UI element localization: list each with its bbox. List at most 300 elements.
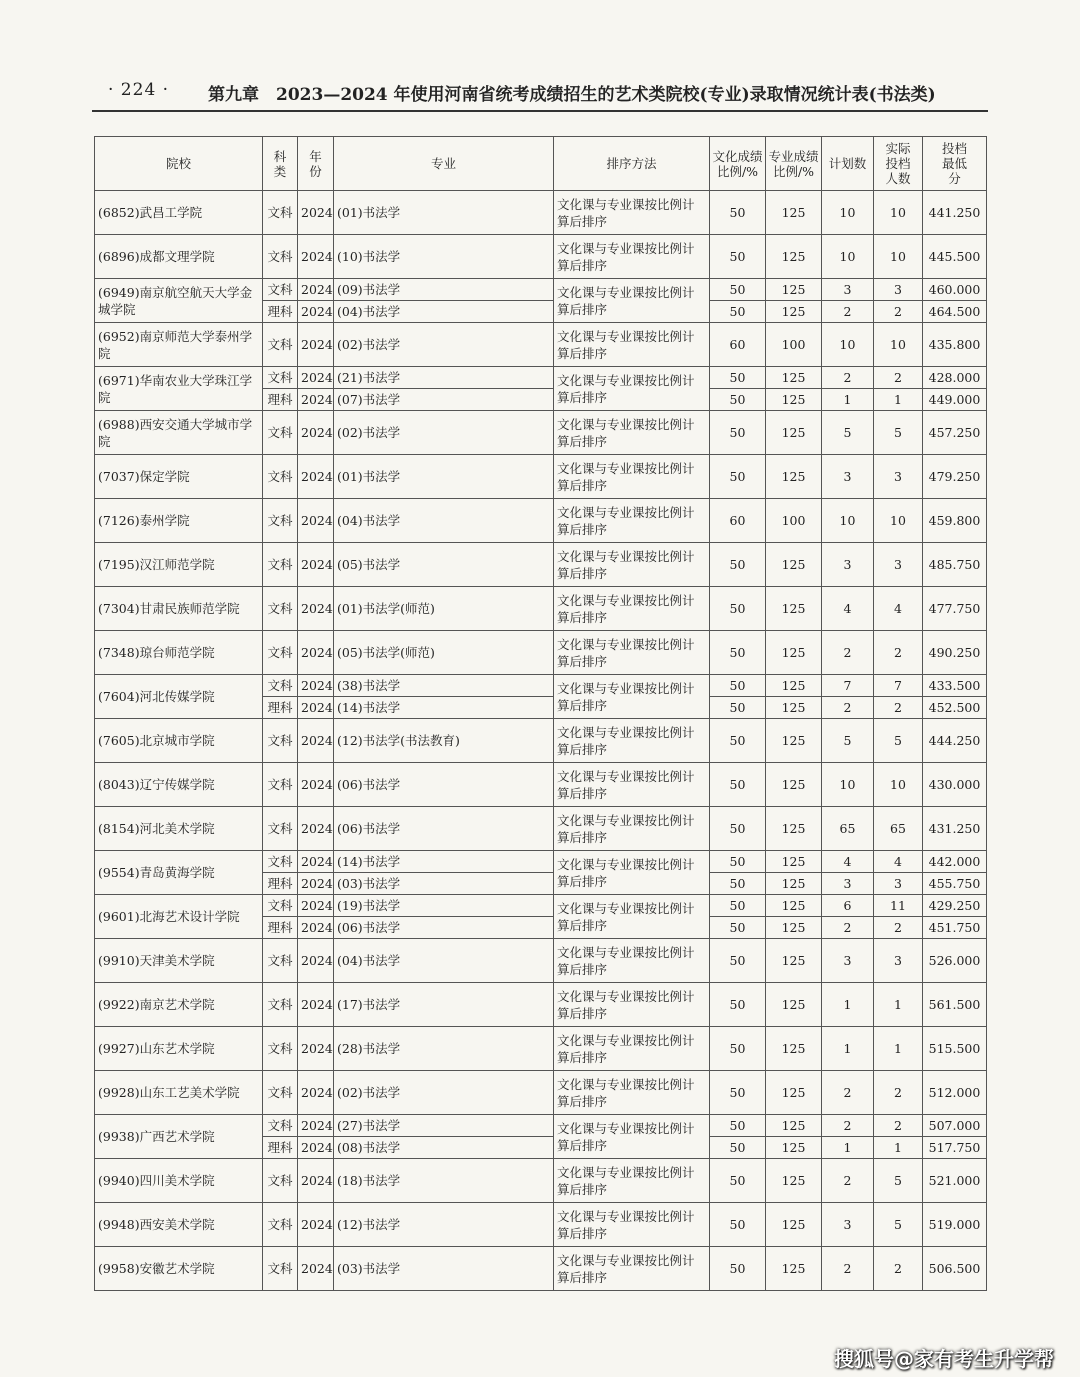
- year-cell: 2024: [298, 301, 334, 323]
- major-cell: (17)书法学: [334, 983, 554, 1027]
- actual-cell: 2: [874, 367, 923, 389]
- school-cell: (7304)甘肃民族师范学院: [95, 587, 263, 631]
- min-score-cell: 433.500: [923, 675, 987, 697]
- culture-ratio-cell: 50: [710, 543, 766, 587]
- method-cell: 文化课与专业课按比例计算后排序: [554, 675, 710, 719]
- table-row: [95, 1247, 987, 1291]
- actual-cell: 3: [874, 873, 923, 895]
- col-header-culture-ratio: 文化成绩比例/%: [710, 137, 766, 191]
- major-cell: (06)书法学: [334, 917, 554, 939]
- pro-ratio-cell: 125: [766, 191, 822, 235]
- plan-cell: 3: [822, 939, 874, 983]
- min-score-cell: 431.250: [923, 807, 987, 851]
- table-row: [95, 675, 987, 697]
- method-cell: 文化课与专业课按比例计算后排序: [554, 807, 710, 851]
- school-cell: (8154)河北美术学院: [95, 807, 263, 851]
- min-score-cell: 452.500: [923, 697, 987, 719]
- method-cell: 文化课与专业课按比例计算后排序: [554, 543, 710, 587]
- plan-cell: 5: [822, 411, 874, 455]
- school-cell: (7605)北京城市学院: [95, 719, 263, 763]
- actual-cell: 1: [874, 1137, 923, 1159]
- method-cell: 文化课与专业课按比例计算后排序: [554, 983, 710, 1027]
- plan-cell: 5: [822, 719, 874, 763]
- year-cell: 2024: [298, 917, 334, 939]
- min-score-cell: 460.000: [923, 279, 987, 301]
- method-cell: 文化课与专业课按比例计算后排序: [554, 1027, 710, 1071]
- actual-cell: 1: [874, 1027, 923, 1071]
- school-cell: (9948)西安美术学院: [95, 1203, 263, 1247]
- actual-cell: 10: [874, 235, 923, 279]
- culture-ratio-cell: 50: [710, 983, 766, 1027]
- year-cell: 2024: [298, 455, 334, 499]
- actual-cell: 2: [874, 917, 923, 939]
- col-header-year: 年份: [298, 137, 334, 191]
- col-header-pro-ratio: 专业成绩比例/%: [766, 137, 822, 191]
- plan-cell: 3: [822, 1203, 874, 1247]
- major-cell: (03)书法学: [334, 1247, 554, 1291]
- col-header-method: 排序方法: [554, 137, 710, 191]
- plan-cell: 3: [822, 279, 874, 301]
- page-header: [98, 80, 988, 106]
- type-cell: 文科: [263, 191, 298, 235]
- type-cell: 理科: [263, 389, 298, 411]
- table-row: [95, 191, 987, 235]
- year-cell: 2024: [298, 543, 334, 587]
- major-cell: (14)书法学: [334, 697, 554, 719]
- year-cell: 2024: [298, 719, 334, 763]
- type-cell: 理科: [263, 917, 298, 939]
- school-cell: (7348)琼台师范学院: [95, 631, 263, 675]
- method-cell: 文化课与专业课按比例计算后排序: [554, 191, 710, 235]
- major-cell: (05)书法学: [334, 543, 554, 587]
- type-cell: 文科: [263, 543, 298, 587]
- plan-cell: 2: [822, 917, 874, 939]
- actual-cell: 65: [874, 807, 923, 851]
- year-cell: 2024: [298, 367, 334, 389]
- table-row: [95, 367, 987, 389]
- school-cell: (9958)安徽艺术学院: [95, 1247, 263, 1291]
- plan-cell: 10: [822, 763, 874, 807]
- min-score-cell: 449.000: [923, 389, 987, 411]
- plan-cell: 2: [822, 631, 874, 675]
- actual-cell: 5: [874, 719, 923, 763]
- type-cell: 文科: [263, 1071, 298, 1115]
- type-cell: 文科: [263, 1115, 298, 1137]
- min-score-cell: 430.000: [923, 763, 987, 807]
- culture-ratio-cell: 50: [710, 1137, 766, 1159]
- major-cell: (01)书法学(师范): [334, 587, 554, 631]
- actual-cell: 2: [874, 1071, 923, 1115]
- plan-cell: 1: [822, 389, 874, 411]
- school-cell: (6971)华南农业大学珠江学院: [95, 367, 263, 411]
- actual-cell: 2: [874, 697, 923, 719]
- table-row: [95, 807, 987, 851]
- culture-ratio-cell: 50: [710, 235, 766, 279]
- table-row: [95, 851, 987, 873]
- plan-cell: 3: [822, 543, 874, 587]
- plan-cell: 2: [822, 1071, 874, 1115]
- min-score-cell: 490.250: [923, 631, 987, 675]
- method-cell: 文化课与专业课按比例计算后排序: [554, 323, 710, 367]
- actual-cell: 4: [874, 587, 923, 631]
- actual-cell: 3: [874, 279, 923, 301]
- school-cell: (9922)南京艺术学院: [95, 983, 263, 1027]
- min-score-cell: 561.500: [923, 983, 987, 1027]
- school-cell: (7037)保定学院: [95, 455, 263, 499]
- year-cell: 2024: [298, 389, 334, 411]
- col-header-major: 专业: [334, 137, 554, 191]
- table-row: [95, 543, 987, 587]
- table-row: [95, 235, 987, 279]
- type-cell: 文科: [263, 455, 298, 499]
- plan-cell: 10: [822, 235, 874, 279]
- pro-ratio-cell: 125: [766, 763, 822, 807]
- method-cell: 文化课与专业课按比例计算后排序: [554, 1071, 710, 1115]
- major-cell: (27)书法学: [334, 1115, 554, 1137]
- major-cell: (04)书法学: [334, 939, 554, 983]
- table-row: [95, 939, 987, 983]
- culture-ratio-cell: 60: [710, 323, 766, 367]
- school-cell: (7126)泰州学院: [95, 499, 263, 543]
- table-row: [95, 631, 987, 675]
- min-score-cell: 428.000: [923, 367, 987, 389]
- culture-ratio-cell: 50: [710, 191, 766, 235]
- table-row: [95, 719, 987, 763]
- plan-cell: 3: [822, 455, 874, 499]
- pro-ratio-cell: 125: [766, 367, 822, 389]
- school-cell: (6952)南京师范大学泰州学院: [95, 323, 263, 367]
- year-cell: 2024: [298, 631, 334, 675]
- school-cell: (9928)山东工艺美术学院: [95, 1071, 263, 1115]
- min-score-cell: 442.000: [923, 851, 987, 873]
- min-score-cell: 526.000: [923, 939, 987, 983]
- year-cell: 2024: [298, 1115, 334, 1137]
- year-cell: 2024: [298, 851, 334, 873]
- type-cell: 文科: [263, 499, 298, 543]
- actual-cell: 11: [874, 895, 923, 917]
- plan-cell: 6: [822, 895, 874, 917]
- type-cell: 文科: [263, 367, 298, 389]
- year-cell: 2024: [298, 279, 334, 301]
- min-score-cell: 429.250: [923, 895, 987, 917]
- school-cell: (7604)河北传媒学院: [95, 675, 263, 719]
- pro-ratio-cell: 125: [766, 1247, 822, 1291]
- culture-ratio-cell: 50: [710, 367, 766, 389]
- min-score-cell: 517.750: [923, 1137, 987, 1159]
- school-cell: (6988)西安交通大学城市学院: [95, 411, 263, 455]
- major-cell: (21)书法学: [334, 367, 554, 389]
- year-cell: 2024: [298, 191, 334, 235]
- type-cell: 理科: [263, 301, 298, 323]
- type-cell: 文科: [263, 1203, 298, 1247]
- method-cell: 文化课与专业课按比例计算后排序: [554, 1159, 710, 1203]
- major-cell: (01)书法学: [334, 191, 554, 235]
- table-row: [95, 1159, 987, 1203]
- pro-ratio-cell: 125: [766, 279, 822, 301]
- plan-cell: 7: [822, 675, 874, 697]
- pro-ratio-cell: 125: [766, 1203, 822, 1247]
- pro-ratio-cell: 125: [766, 697, 822, 719]
- year-cell: 2024: [298, 499, 334, 543]
- major-cell: (01)书法学: [334, 455, 554, 499]
- method-cell: 文化课与专业课按比例计算后排序: [554, 631, 710, 675]
- pro-ratio-cell: 125: [766, 1115, 822, 1137]
- plan-cell: 2: [822, 301, 874, 323]
- method-cell: 文化课与专业课按比例计算后排序: [554, 1203, 710, 1247]
- min-score-cell: 464.500: [923, 301, 987, 323]
- table-row: [95, 1071, 987, 1115]
- major-cell: (02)书法学: [334, 1071, 554, 1115]
- pro-ratio-cell: 100: [766, 323, 822, 367]
- culture-ratio-cell: 50: [710, 939, 766, 983]
- min-score-cell: 479.250: [923, 455, 987, 499]
- col-header-school: 院校: [95, 137, 263, 191]
- school-cell: (9910)天津美术学院: [95, 939, 263, 983]
- culture-ratio-cell: 50: [710, 455, 766, 499]
- col-header-actual: 实际投档人数: [874, 137, 923, 191]
- table-row: [95, 983, 987, 1027]
- plan-cell: 1: [822, 1137, 874, 1159]
- method-cell: 文化课与专业课按比例计算后排序: [554, 499, 710, 543]
- plan-cell: 2: [822, 697, 874, 719]
- type-cell: 文科: [263, 1027, 298, 1071]
- actual-cell: 3: [874, 543, 923, 587]
- min-score-cell: 506.500: [923, 1247, 987, 1291]
- pro-ratio-cell: 125: [766, 455, 822, 499]
- actual-cell: 2: [874, 301, 923, 323]
- min-score-cell: 455.750: [923, 873, 987, 895]
- major-cell: (38)书法学: [334, 675, 554, 697]
- plan-cell: 65: [822, 807, 874, 851]
- pro-ratio-cell: 125: [766, 895, 822, 917]
- table-row: [95, 895, 987, 917]
- actual-cell: 4: [874, 851, 923, 873]
- culture-ratio-cell: 50: [710, 389, 766, 411]
- type-cell: 文科: [263, 851, 298, 873]
- major-cell: (07)书法学: [334, 389, 554, 411]
- min-score-cell: 435.800: [923, 323, 987, 367]
- culture-ratio-cell: 50: [710, 1159, 766, 1203]
- pro-ratio-cell: 125: [766, 631, 822, 675]
- type-cell: 文科: [263, 675, 298, 697]
- major-cell: (05)书法学(师范): [334, 631, 554, 675]
- year-cell: 2024: [298, 1159, 334, 1203]
- type-cell: 理科: [263, 697, 298, 719]
- major-cell: (19)书法学: [334, 895, 554, 917]
- table-row: [95, 279, 987, 301]
- culture-ratio-cell: 50: [710, 587, 766, 631]
- pro-ratio-cell: 125: [766, 675, 822, 697]
- method-cell: 文化课与专业课按比例计算后排序: [554, 1115, 710, 1159]
- type-cell: 文科: [263, 235, 298, 279]
- plan-cell: 2: [822, 367, 874, 389]
- major-cell: (02)书法学: [334, 323, 554, 367]
- culture-ratio-cell: 50: [710, 301, 766, 323]
- type-cell: 文科: [263, 763, 298, 807]
- min-score-cell: 507.000: [923, 1115, 987, 1137]
- pro-ratio-cell: 125: [766, 411, 822, 455]
- type-cell: 文科: [263, 895, 298, 917]
- min-score-cell: 515.500: [923, 1027, 987, 1071]
- plan-cell: 1: [822, 983, 874, 1027]
- major-cell: (09)书法学: [334, 279, 554, 301]
- pro-ratio-cell: 125: [766, 235, 822, 279]
- plan-cell: 2: [822, 1115, 874, 1137]
- table-body: [95, 191, 987, 1291]
- culture-ratio-cell: 50: [710, 807, 766, 851]
- type-cell: 文科: [263, 939, 298, 983]
- min-score-cell: 459.800: [923, 499, 987, 543]
- method-cell: 文化课与专业课按比例计算后排序: [554, 455, 710, 499]
- plan-cell: 10: [822, 323, 874, 367]
- min-score-cell: 485.750: [923, 543, 987, 587]
- year-cell: 2024: [298, 675, 334, 697]
- min-score-cell: 477.750: [923, 587, 987, 631]
- culture-ratio-cell: 50: [710, 895, 766, 917]
- table-row: [95, 763, 987, 807]
- table-row: [95, 455, 987, 499]
- pro-ratio-cell: 125: [766, 1071, 822, 1115]
- major-cell: (08)书法学: [334, 1137, 554, 1159]
- plan-cell: 10: [822, 191, 874, 235]
- pro-ratio-cell: 125: [766, 587, 822, 631]
- major-cell: (12)书法学: [334, 1203, 554, 1247]
- method-cell: 文化课与专业课按比例计算后排序: [554, 895, 710, 939]
- actual-cell: 1: [874, 983, 923, 1027]
- year-cell: 2024: [298, 807, 334, 851]
- pro-ratio-cell: 125: [766, 719, 822, 763]
- pro-ratio-cell: 125: [766, 939, 822, 983]
- major-cell: (14)书法学: [334, 851, 554, 873]
- actual-cell: 10: [874, 763, 923, 807]
- actual-cell: 10: [874, 499, 923, 543]
- school-cell: (8043)辽宁传媒学院: [95, 763, 263, 807]
- col-header-min-score: 投档最低分: [923, 137, 987, 191]
- major-cell: (12)书法学(书法教育): [334, 719, 554, 763]
- type-cell: 文科: [263, 587, 298, 631]
- culture-ratio-cell: 50: [710, 411, 766, 455]
- culture-ratio-cell: 50: [710, 1203, 766, 1247]
- year-cell: 2024: [298, 939, 334, 983]
- school-cell: (9940)四川美术学院: [95, 1159, 263, 1203]
- type-cell: 文科: [263, 1247, 298, 1291]
- actual-cell: 7: [874, 675, 923, 697]
- culture-ratio-cell: 50: [710, 1027, 766, 1071]
- school-cell: (9927)山东艺术学院: [95, 1027, 263, 1071]
- major-cell: (04)书法学: [334, 499, 554, 543]
- type-cell: 文科: [263, 1159, 298, 1203]
- method-cell: 文化课与专业课按比例计算后排序: [554, 851, 710, 895]
- year-cell: 2024: [298, 1203, 334, 1247]
- culture-ratio-cell: 50: [710, 873, 766, 895]
- school-cell: (6949)南京航空航天大学金城学院: [95, 279, 263, 323]
- header-rule: [92, 110, 988, 112]
- culture-ratio-cell: 50: [710, 1071, 766, 1115]
- actual-cell: 5: [874, 1159, 923, 1203]
- actual-cell: 2: [874, 631, 923, 675]
- min-score-cell: 457.250: [923, 411, 987, 455]
- pro-ratio-cell: 125: [766, 873, 822, 895]
- major-cell: (28)书法学: [334, 1027, 554, 1071]
- major-cell: (06)书法学: [334, 763, 554, 807]
- method-cell: 文化课与专业课按比例计算后排序: [554, 235, 710, 279]
- type-cell: 文科: [263, 807, 298, 851]
- culture-ratio-cell: 50: [710, 1247, 766, 1291]
- method-cell: 文化课与专业课按比例计算后排序: [554, 367, 710, 411]
- method-cell: 文化课与专业课按比例计算后排序: [554, 763, 710, 807]
- plan-cell: 2: [822, 1247, 874, 1291]
- culture-ratio-cell: 50: [710, 917, 766, 939]
- table-row: [95, 587, 987, 631]
- pro-ratio-cell: 100: [766, 499, 822, 543]
- type-cell: 理科: [263, 1137, 298, 1159]
- pro-ratio-cell: 125: [766, 1159, 822, 1203]
- method-cell: 文化课与专业课按比例计算后排序: [554, 279, 710, 323]
- culture-ratio-cell: 50: [710, 631, 766, 675]
- pro-ratio-cell: 125: [766, 301, 822, 323]
- year-cell: 2024: [298, 873, 334, 895]
- year-cell: 2024: [298, 235, 334, 279]
- method-cell: 文化课与专业课按比例计算后排序: [554, 411, 710, 455]
- year-cell: 2024: [298, 1247, 334, 1291]
- type-cell: 理科: [263, 873, 298, 895]
- year-cell: 2024: [298, 697, 334, 719]
- table-row: [95, 1027, 987, 1071]
- source-watermark: 搜狐号@家有考生升学帮: [834, 1347, 1054, 1371]
- culture-ratio-cell: 50: [710, 1115, 766, 1137]
- pro-ratio-cell: 125: [766, 807, 822, 851]
- actual-cell: 3: [874, 939, 923, 983]
- table-row: [95, 1115, 987, 1137]
- table-header-row: [95, 137, 987, 191]
- culture-ratio-cell: 50: [710, 279, 766, 301]
- school-cell: (9554)青岛黄海学院: [95, 851, 263, 895]
- major-cell: (02)书法学: [334, 411, 554, 455]
- year-cell: 2024: [298, 587, 334, 631]
- school-cell: (6896)成都文理学院: [95, 235, 263, 279]
- type-cell: 文科: [263, 279, 298, 301]
- table-row: [95, 411, 987, 455]
- major-cell: (06)书法学: [334, 807, 554, 851]
- culture-ratio-cell: 50: [710, 763, 766, 807]
- type-cell: 文科: [263, 411, 298, 455]
- actual-cell: 10: [874, 191, 923, 235]
- page-title: 第九章 2023—2024 年使用河南省统考成绩招生的艺术类院校(专业)录取情况统计表(书法类): [208, 85, 936, 105]
- major-cell: (18)书法学: [334, 1159, 554, 1203]
- plan-cell: 4: [822, 851, 874, 873]
- culture-ratio-cell: 50: [710, 697, 766, 719]
- year-cell: 2024: [298, 763, 334, 807]
- method-cell: 文化课与专业课按比例计算后排序: [554, 939, 710, 983]
- type-cell: 文科: [263, 719, 298, 763]
- actual-cell: 10: [874, 323, 923, 367]
- year-cell: 2024: [298, 895, 334, 917]
- page-number: · 224 ·: [108, 80, 170, 100]
- plan-cell: 4: [822, 587, 874, 631]
- actual-cell: 5: [874, 1203, 923, 1247]
- method-cell: 文化课与专业课按比例计算后排序: [554, 1247, 710, 1291]
- pro-ratio-cell: 125: [766, 543, 822, 587]
- table-row: [95, 323, 987, 367]
- type-cell: 文科: [263, 323, 298, 367]
- min-score-cell: 519.000: [923, 1203, 987, 1247]
- type-cell: 文科: [263, 983, 298, 1027]
- school-cell: (9601)北海艺术设计学院: [95, 895, 263, 939]
- min-score-cell: 512.000: [923, 1071, 987, 1115]
- culture-ratio-cell: 50: [710, 719, 766, 763]
- year-cell: 2024: [298, 1071, 334, 1115]
- school-cell: (7195)汉江师范学院: [95, 543, 263, 587]
